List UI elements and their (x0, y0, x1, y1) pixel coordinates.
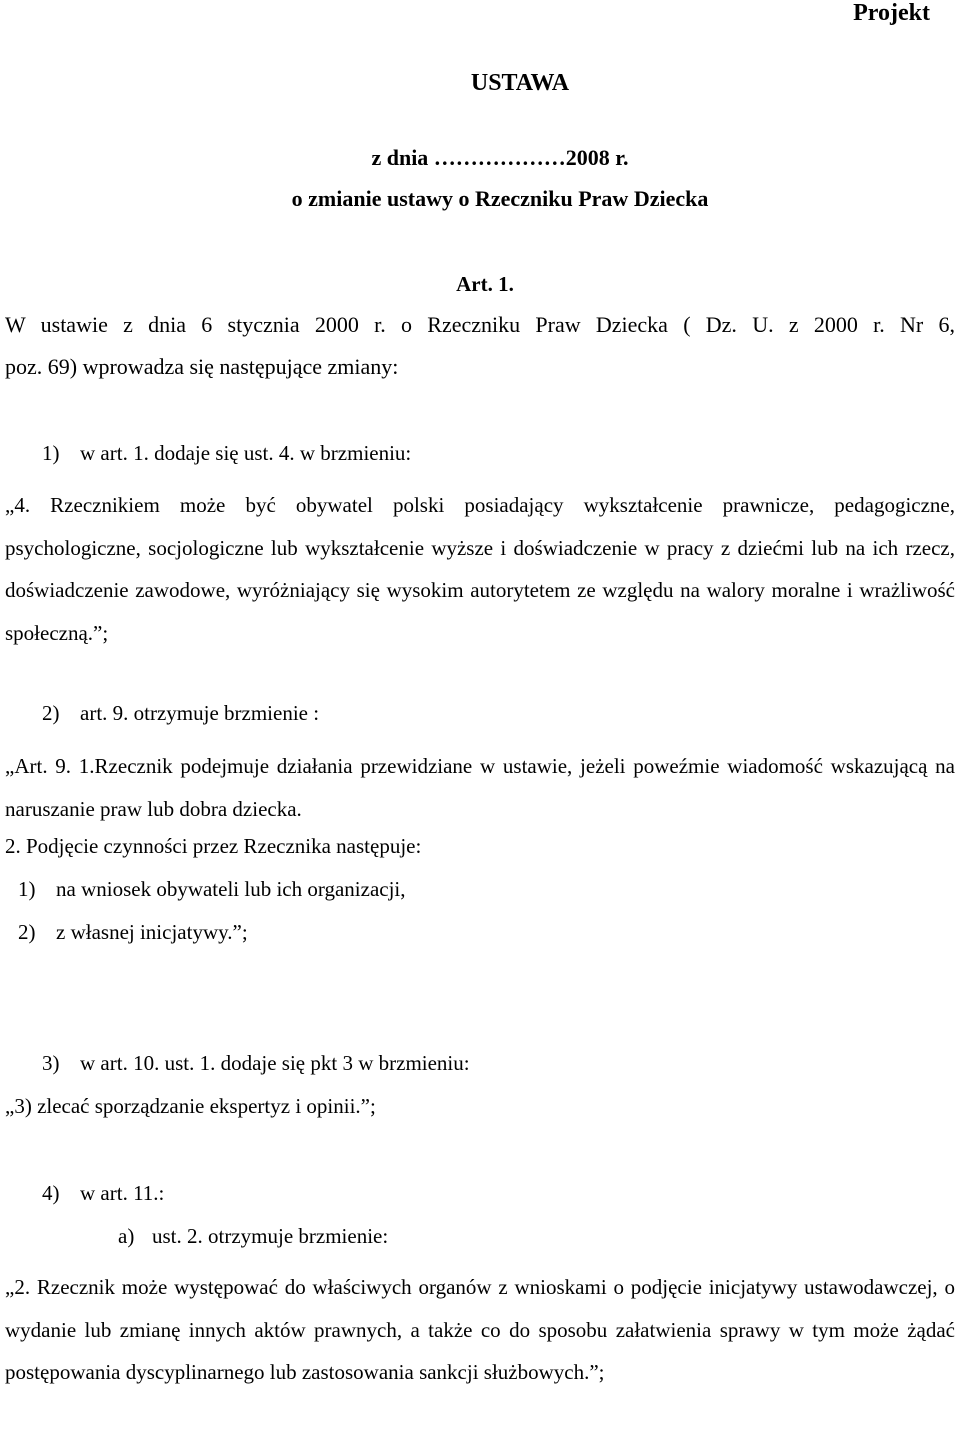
amendment-2-quote: „Art. 9. 1.Rzecznik podejmuje działania przewidziane w ustawie, jeżeli poweźmie wiadomość wskazującą na naruszanie praw lub dobra dziecka. (5, 754, 955, 821)
subpoint-2-text: z własnej inicjatywy.”; (56, 920, 248, 944)
amendment-4 (42, 1181, 164, 1206)
amendment-2-point2: 2. Podjęcie czynności przez Rzecznika następuje: (5, 834, 422, 858)
article-intro-line2: poz. 69) wprowadza się następujące zmiany: (5, 354, 399, 379)
amendment-2-number: 2) (42, 701, 60, 725)
amendment-4-text: w art. 11.: (80, 1181, 165, 1205)
amendment-1-number: 1) (42, 441, 60, 465)
amendment-3-text: w art. 10. ust. 1. dodaje się pkt 3 w brzmieniu: (80, 1051, 470, 1075)
amendment-3-quote: „3) zlecać sporządzanie ekspertyz i opinii.”; (5, 1094, 376, 1118)
amendment-1 (42, 441, 411, 466)
subpoint-2-number: 2) (18, 920, 36, 944)
amendment-2-text: art. 9. otrzymuje brzmienie : (80, 701, 320, 725)
amendment-2 (42, 701, 319, 726)
amendment-4-quote: „2. Rzecznik może występować do właściwych organów z wnioskami o podjęcie inicjatywy ustawodawczej, o wydanie lub zmianę innych aktów prawnych, a także co do sposobu załatwienia sprawy w tym może żądać postępowania dyscyplinarnego lub zastosowania sankcji służbowych.”; (5, 1275, 955, 1385)
subpoint-1-number: 1) (18, 877, 36, 901)
article-intro-line1: W ustawie z dnia 6 stycznia 2000 r. o Rzeczniku Praw Dziecka ( Dz. U. z 2000 r. Nr 6, (5, 312, 955, 337)
amendment-2-subpoint-1 (18, 877, 406, 902)
date-line: z dnia ………………2008 r. (371, 145, 629, 170)
amendment-2-subpoint-2 (18, 920, 248, 945)
document-subject: o zmianie ustawy o Rzeczniku Praw Dziecka (291, 186, 709, 211)
amendment-3-number: 3) (42, 1051, 60, 1075)
amendment-1-text: w art. 1. dodaje się ust. 4. w brzmieniu: (80, 441, 412, 465)
subpoint-a-number: a) (118, 1224, 135, 1248)
subpoint-1-text: na wniosek obywateli lub ich organizacji, (56, 877, 406, 901)
amendment-3 (42, 1051, 470, 1076)
subpoint-a-text: ust. 2. otrzymuje brzmienie: (152, 1224, 389, 1248)
project-badge: Projekt (853, 0, 930, 26)
amendment-4-subpoint-a (118, 1224, 388, 1249)
amendment-4-number: 4) (42, 1181, 60, 1205)
article-heading: Art. 1. (456, 272, 514, 296)
amendment-1-quote: „4. Rzecznikiem może być obywatel polski posiadający wykształcenie prawnicze, pedagogiczne, psychologiczne, socjologiczne lub wykształcenie wyższe i doświadczenie w pracy z dziećmi lub na ich rzecz, doświadczenie zawodowe, wyróżniający się wysokim autorytetem ze względu na walory moralne i wrażliwość społeczną.”; (5, 493, 955, 646)
document-type: USTAWA (470, 70, 570, 96)
